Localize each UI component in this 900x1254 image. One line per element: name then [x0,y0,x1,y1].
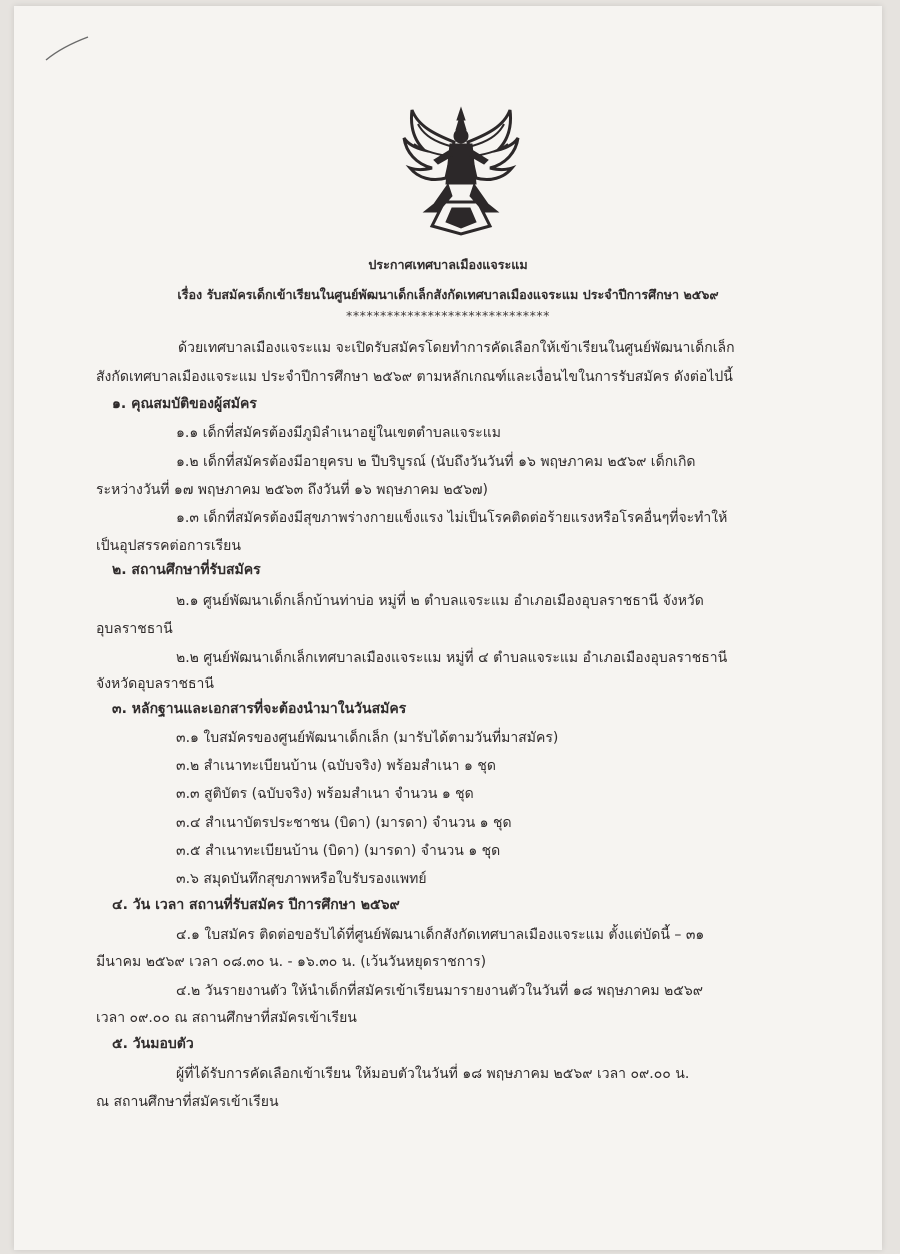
section-line: ณ สถานศึกษาที่สมัครเข้าเรียน [96,1094,279,1110]
section-heading: ๔. วัน เวลา สถานที่รับสมัคร ปีการศึกษา ๒๕๖๙ [112,897,400,913]
section-line: ๓.๑ ใบสมัครของศูนย์พัฒนาเด็กเล็ก (มารับได้ตามวันที่มาสมัคร) [176,730,559,746]
announcement-title: ประกาศเทศบาลเมืองแจระแม [368,257,528,272]
section-line: อุบลราชธานี [96,621,173,637]
pen-mark [44,34,94,64]
intro-line: สังกัดเทศบาลเมืองแจระแม ประจำปีการศึกษา ๒๕๖๙ ตามหลักเกณฑ์และเงื่อนไขในการรับสมัคร ดังต่อไปนี้ [96,369,733,385]
section-heading: ๑. คุณสมบัติของผู้สมัคร [112,396,257,412]
section-line: ๔.๑ ใบสมัคร ติดต่อขอรับได้ที่ศูนย์พัฒนาเด็กสังกัดเทศบาลเมืองแจระแม ตั้งแต่บัดนี้ – ๓๑ [176,927,705,943]
separator-stars: ****************************** [346,308,550,323]
section-line: เวลา ๐๙.๐๐ ณ สถานศึกษาที่สมัครเข้าเรียน [96,1010,357,1026]
section-line: ๔.๒ วันรายงานตัว ให้นำเด็กที่สมัครเข้าเรียนมารายงานตัวในวันที่ ๑๘ พฤษภาคม ๒๕๖๙ [176,983,704,999]
document-page [14,6,882,1250]
intro-line: ด้วยเทศบาลเมืองแจระแม จะเปิดรับสมัครโดยทำการคัดเลือกให้เข้าเรียนในศูนย์พัฒนาเด็กเล็ก [178,340,735,356]
section-heading: ๕. วันมอบตัว [112,1036,194,1052]
garuda-emblem [394,104,528,238]
section-line: ๑.๓ เด็กที่สมัครต้องมีสุขภาพร่างกายแข็งแรง ไม่เป็นโรคติดต่อร้ายแรงหรือโรคอื่นๆที่จะทำให้ [176,510,728,526]
section-line: ๑.๒ เด็กที่สมัครต้องมีอายุครบ ๒ ปีบริบูรณ์ (นับถึงวันวันที่ ๑๖ พฤษภาคม ๒๕๖๙ เด็กเกิด [176,454,696,470]
section-line: ๓.๖ สมุดบันทึกสุขภาพหรือใบรับรองแพทย์ [176,871,427,887]
section-heading: ๒. สถานศึกษาที่รับสมัคร [112,562,261,578]
section-line: ๒.๒ ศูนย์พัฒนาเด็กเล็กเทศบาลเมืองแจระแม หมู่ที่ ๔ ตำบลแจระแม อำเภอเมืองอุบลราชธานี [176,650,728,666]
section-line: ๒.๑ ศูนย์พัฒนาเด็กเล็กบ้านท่าบ่อ หมู่ที่ ๒ ตำบลแจระแม อำเภอเมืองอุบลราชธานี จังหวัด [176,593,704,609]
section-line: มีนาคม ๒๕๖๙ เวลา ๐๘.๓๐ น. - ๑๖.๓๐ น. (เว้นวันหยุดราชการ) [96,954,487,970]
section-line: ๓.๕ สำเนาทะเบียนบ้าน (บิดา) (มารดา) จำนวน ๑ ชุด [176,843,501,859]
section-line: จังหวัดอุบลราชธานี [96,676,214,692]
section-line: เป็นอุปสรรคต่อการเรียน [96,538,241,554]
section-line: ๓.๓ สูติบัตร (ฉบับจริง) พร้อมสำเนา จำนวน ๑ ชุด [176,786,474,802]
section-line: ๑.๑ เด็กที่สมัครต้องมีภูมิลำเนาอยู่ในเขตตำบลแจระแม [176,425,501,441]
announcement-subject: เรื่อง รับสมัครเด็กเข้าเรียนในศูนย์พัฒนาเด็กเล็กสังกัดเทศบาลเมืองแจระแม ประจำปีการศึกษา ๒๕๖๙ [177,287,719,302]
section-line: ผู้ที่ได้รับการคัดเลือกเข้าเรียน ให้มอบตัวในวันที่ ๑๘ พฤษภาคม ๒๕๖๙ เวลา ๐๙.๐๐ น. [176,1066,690,1082]
section-line: ๓.๒ สำเนาทะเบียนบ้าน (ฉบับจริง) พร้อมสำเนา ๑ ชุด [176,758,496,774]
section-line: ๓.๔ สำเนาบัตรประชาชน (บิดา) (มารดา) จำนวน ๑ ชุด [176,815,512,831]
section-line: ระหว่างวันที่ ๑๗ พฤษภาคม ๒๕๖๓ ถึงวันที่ ๑๖ พฤษภาคม ๒๕๖๗) [96,482,489,498]
section-heading: ๓. หลักฐานและเอกสารที่จะต้องนำมาในวันสมัคร [112,701,407,717]
